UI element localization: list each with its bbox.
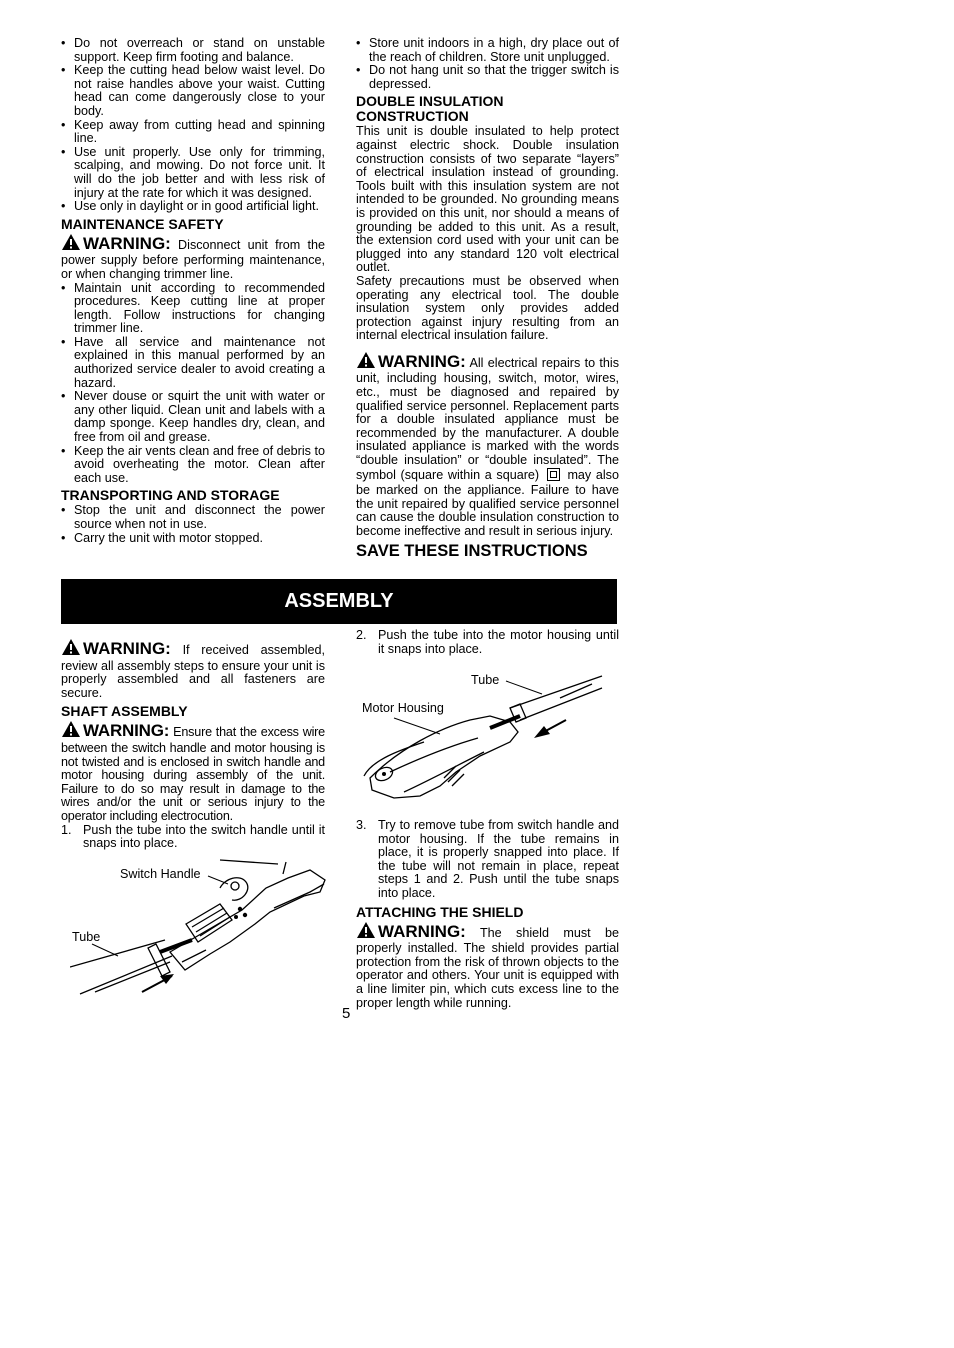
shield-warning xyxy=(356,921,619,1011)
warning-text: Disconnect unit from the power supply before performing maintenance, or when changing trimmer line. xyxy=(61,237,325,281)
double-insulation-heading: DOUBLE INSULATION CONSTRUCTION xyxy=(356,93,504,125)
step-list xyxy=(61,824,325,851)
switch-handle-label: Switch Handle xyxy=(120,867,201,881)
warning-triangle-icon xyxy=(356,351,376,373)
warning-text: The shield must be properly installed. The shield provides partial protection from the risk of thrown objects to the operator and others. Your unit is equipped with a line limiter pin, which cuts excess line to the proper length while running. xyxy=(356,925,619,1010)
list-item: • Never douse or squirt the unit with water or any other liquid. Clean unit and labels with a damp sponge. Keep handles dry, clean, and free from oil and grease. xyxy=(61,390,325,444)
save-instructions: SAVE THESE INSTRUCTIONS xyxy=(356,541,588,560)
safety-bullet-list xyxy=(61,37,325,214)
warning-triangle-icon xyxy=(356,921,376,943)
shaft-warning xyxy=(61,720,325,823)
maintenance-bullet-list xyxy=(61,282,325,486)
list-item: • Do not overreach or stand on unstable support. Keep firm footing and balance. xyxy=(61,37,325,64)
step-list xyxy=(356,819,619,901)
warning-text: If received assembled, review all assembly steps to ensure your unit is properly assembled and all fasteners are secure. xyxy=(61,643,326,700)
tube-label: Tube xyxy=(72,930,101,944)
step-number: 1. xyxy=(61,822,72,837)
step-number: 2. xyxy=(356,628,367,642)
list-item: • Keep the air vents clean and free of debris to avoid overheating the motor. Clean after each use. xyxy=(61,445,325,486)
switch-handle-illustration xyxy=(70,852,335,1002)
warning-label: WARNING: xyxy=(83,721,170,741)
list-item: • Carry the unit with motor stopped. xyxy=(61,532,325,546)
motor-housing-figure xyxy=(360,668,610,808)
step-1 xyxy=(61,824,325,851)
storage-bullet-list xyxy=(356,37,619,91)
step-list xyxy=(356,629,619,656)
warning-text: Ensure that the excess wire between the switch handle and motor housing is not twisted and is enclosed in switch handle and motor housing during assembly of the unit. Failure to do so may result in damage to the wires and/or the unit or serious injury to the operator including electrocution. xyxy=(61,725,325,823)
step-2 xyxy=(356,629,619,656)
list-item: • Have all service and maintenance not explained in this manual performed by an authorized service dealer to avoid creating a hazard. xyxy=(61,336,325,390)
assembly-left-column xyxy=(61,638,325,851)
warning-triangle-icon xyxy=(61,638,81,660)
attaching-shield-heading: ATTACHING THE SHIELD xyxy=(356,903,524,920)
list-item: • Stop the unit and disconnect the power source when not in use. xyxy=(61,504,325,531)
received-assembled-warning xyxy=(61,638,325,700)
step-text: Try to remove tube from switch handle and motor housing. If the tube remains in place, it is properly snapped into place. If the tube will not remain in place, repeat steps 1 and 2. Push until the tube snaps into place. xyxy=(378,818,619,900)
assembly-right-column xyxy=(356,819,619,1010)
switch-handle-figure xyxy=(70,852,335,1002)
step-number: 3. xyxy=(356,818,367,832)
left-column-top xyxy=(61,37,325,545)
step-3 xyxy=(356,819,619,901)
page-number: 5 xyxy=(342,1005,351,1022)
list-item: • Store unit indoors in a high, dry place out of the reach of children. Store unit unplugged. xyxy=(356,37,619,64)
maintenance-warning xyxy=(61,233,325,282)
repair-warning xyxy=(356,351,619,539)
warning-label: WARNING: xyxy=(83,639,171,658)
warning-label: WARNING: xyxy=(378,921,466,941)
warning-label: WARNING: xyxy=(83,233,171,253)
motor-housing-illustration xyxy=(360,668,610,808)
double-insulation-paragraph: This unit is double insulated to help protect against electric shock. Double insulation construction consists of two separate “layers” of electrical insulation instead of grounding. Tools built with this insulation system are not intended to be grounded. No grounding means is provided on this unit, nor should a means of grounding be added to this unit. As a result, the extension cord used with your unit can be plugged into any standard 120 volt electrical outlet. xyxy=(356,124,619,275)
warning-text: All electrical repairs to this unit, including housing, switch, motor, wires, etc., must be diagnosed and repaired by qualified service personnel. Replacement parts for a double insulated appliance must be recommended by the manufacturer. A double insulated appliance is marked with the words “double insulation” or “double insulated”. The symbol (square within a square) xyxy=(356,355,619,482)
motor-housing-label: Motor Housing xyxy=(362,701,444,715)
transport-bullet-list xyxy=(61,504,325,545)
assembly-right-step2 xyxy=(356,629,619,656)
list-item: • Maintain unit according to recommended procedures. Keep cutting line at proper length. Follow instructions for changing trimmer line. xyxy=(61,282,325,336)
warning-triangle-icon xyxy=(61,233,81,255)
maintenance-heading: MAINTENANCE SAFETY xyxy=(61,215,224,232)
right-column-top xyxy=(356,37,619,558)
transport-heading: TRANSPORTING AND STORAGE xyxy=(61,487,280,504)
warning-text-continued: may also be marked on the appliance. Failure to have the unit repaired by qualified service personnel can cause the double insulation construction to become ineffective and result in serious injury. xyxy=(356,467,619,538)
warning-label: WARNING: xyxy=(378,351,466,371)
list-item: • Keep away from cutting head and spinning line. xyxy=(61,119,325,146)
shaft-assembly-heading: SHAFT ASSEMBLY xyxy=(61,703,188,720)
warning-triangle-icon xyxy=(61,720,81,742)
square-in-square-icon xyxy=(547,468,560,485)
step-text: Push the tube into the switch handle until it snaps into place. xyxy=(83,822,325,851)
list-item: • Use unit properly. Use only for trimming, scalping, and mowing. Do not force unit. It will do the job better and with less risk of injury at the rate for which it was designed. xyxy=(61,146,325,200)
list-item: • Use only in daylight or in good artificial light. xyxy=(61,200,325,214)
step-text: Push the tube into the motor housing until it snaps into place. xyxy=(378,628,619,656)
list-item: • Keep the cutting head below waist level. Do not raise handles above your waist. Cutting head can come dangerously close to your body. xyxy=(61,64,325,118)
tube-label: Tube xyxy=(471,673,500,687)
list-item: • Do not hang unit so that the trigger switch is depressed. xyxy=(356,64,619,91)
assembly-banner: ASSEMBLY xyxy=(61,579,617,624)
safety-precautions-paragraph: Safety precautions must be observed when operating any electrical tool. The double insulation system only provides added protection against injury resulting from an internal electrical insulation failure. xyxy=(356,273,619,343)
